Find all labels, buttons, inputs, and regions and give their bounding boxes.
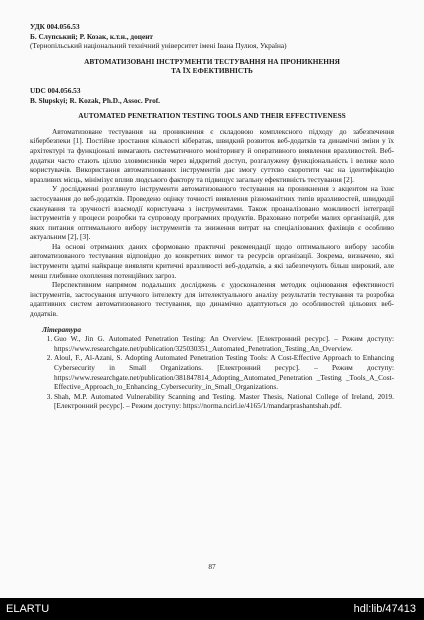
affiliation-ua: (Тернопільський національний технічний університет імені Івана Пулюя, Україна)	[30, 41, 287, 51]
body-paragraph: Автоматизоване тестування на проникнення є складовою комплексного підходу до забезпечення кібербезпеки [1]. Постійне зростання кількості кібератак, швидкий розвиток веб-додатків та динамічні зміни у їх архітектурі та функціоналі вимагають систематичного моніторингу й оперативного виявлення вразливостей. Веб-додатки часто стають ціллю зловмисників через відкритий доступ, розгалужену функціональність і велике коло користувачів. Використання автоматизованих інструментів дає змогу суттєво скоротити час на ідентифікацію вразливих місць, мінімізує вплив людського фактору та підвищує загальну ефективність тестування [2].	[30, 126, 394, 184]
authors-ua: Б. Слупський; Р. Козак, к.т.н., доцент	[30, 31, 153, 41]
repository-footer-bar	[0, 598, 424, 620]
title-ua-line2: ТА ЇХ ЕФЕКТИВНІСТЬ	[171, 66, 253, 76]
authors-en: B. Slupskyi; R. Kozak, Ph.D., Assoc. Prof.	[30, 95, 161, 105]
udc-ua: УДК 004.056.53	[30, 22, 80, 31]
page-number: 87	[208, 562, 216, 571]
references-list	[30, 334, 394, 411]
title-en: AUTOMATED PENETRATION TESTING TOOLS AND THEIR EFFECTIVENESS	[78, 111, 346, 121]
udc-en: UDC 004.056.53	[30, 85, 81, 95]
reference-item: 2. Aloul, F., Al-Azani, S. Adopting Automated Penetration Testing Tools: A Cost-Effective Approach to Enhancing Cybersecurity in Small Organizations. [Електронний ресурс]. – Режим доступу: https://www.researchgate.net/publication/381847814_Adopting_Automated_Penetration _Testing _Tools_A_Cost-Effective_Approach_to_Enhancing_Cybersecurity_in_Small_Organizations.	[54, 353, 394, 391]
page-content	[30, 22, 394, 594]
body-paragraph: На основі отриманих даних сформовано практичні рекомендації щодо оптимального вибору засобів автоматизованого тестування відповідно до конкретних вимог та ресурсів організації. Зокрема, визначено, які інструменти здатні найкраще виявляти критичні вразливості веб-додатків, а які забезпечують більш широкий, але менш глибинне охоплення потенційних загроз.	[30, 241, 394, 280]
body-paragraph: Перспективним напрямом подальших досліджень є удосконалення методик оцінювання ефективності інструментів, застосування штучного інтелекту для інтелектуального аналізу результатів тестування та розробка адаптивних систем автоматизованого тестування, що динамічно адаптуються до особливостей цільових веб-додатків.	[30, 280, 394, 319]
reference-item: 1. Guo W., Jin G. Automated Penetration Testing: An Overview. [Електронний ресурс]. – Режим доступу: https://www.researchgate.net/publication/325030351_Automated_Penetration_Testing_An_Overview.	[54, 334, 394, 353]
title-ua-line1: АВТОМАТИЗОВАНІ ІНСТРУМЕНТИ ТЕСТУВАННЯ НА ПРОНИКНЕННЯ	[84, 56, 340, 66]
repository-name: ELARTU	[6, 603, 50, 615]
handle-identifier: hdl:lib/47413	[353, 603, 416, 615]
reference-item: 3. Shah, M.P. Automated Vulnerability Scanning and Testing. Master Thesis, National College of Ireland, 2019. [Електронний ресурс]. – Режим доступу: https://norma.ncirl.ie/4165/1/mandarprashantshah.pdf.	[54, 392, 394, 411]
references-heading: Література	[42, 324, 82, 334]
body-paragraph: У дослідженні розглянуто інструменти автоматизованого тестування на проникнення з акцентом на їхнє застосування до веб-додатків. Проведено оцінку точності виявлення різноманітних типів вразливостей, швидкодії сканування та зручності взаємодії користувача з інструментами. Також проаналізовано можливості інтеграції інструментів у процеси розробки та супроводу програмних продуктів. Враховано потреби малих організацій, для яких питання оптимального вибору інструментів та зниження витрат на спеціалізованих фахівців є особливо актуальним [2], [3].	[30, 184, 394, 242]
